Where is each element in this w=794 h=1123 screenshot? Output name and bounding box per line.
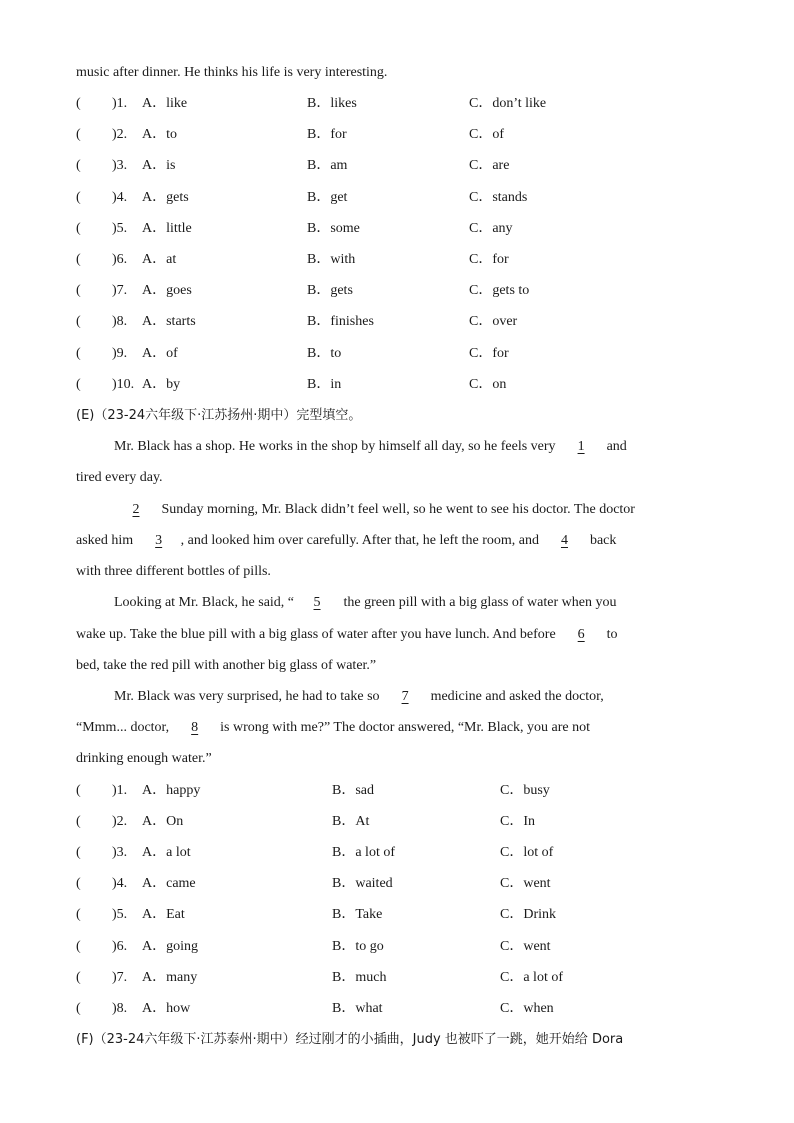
passage-text: , and looked him over carefully. After that, he left the room, and [180,533,539,548]
question-number: )4. [112,876,128,892]
question-number: )9. [112,345,128,361]
option-c: C．Drink [500,907,556,923]
option-b: B．am [307,158,348,174]
passage-p2-line2 [76,531,716,551]
question-number: )6. [112,252,128,267]
option-c: C．are [469,158,510,174]
answer-paren: ( [76,127,81,143]
question-number: )3. [112,845,128,861]
answer-paren: ( [76,189,81,205]
option-a: A．is [142,158,176,174]
question-row [76,812,736,832]
option-b: B．finishes [307,314,374,330]
question-row [76,281,736,301]
question-number: )10. [112,376,135,392]
passage-p4-line3: drinking enough water.” [76,751,212,766]
question-row [76,94,736,114]
answer-paren: ( [76,845,81,861]
answer-paren: ( [76,783,81,798]
option-b: B．waited [332,876,393,892]
answer-paren: ( [76,345,81,361]
question-row [76,968,736,988]
option-b: B．in [307,376,342,392]
option-c: C．for [469,345,509,361]
question-number: )5. [112,220,128,236]
option-a: A．to [142,127,177,143]
answer-paren: ( [76,220,81,236]
option-c: C．busy [500,783,550,798]
passage-p4-line2 [76,718,716,738]
answer-paren: ( [76,814,81,830]
question-row [76,188,736,208]
option-c: C．lot of [500,845,554,861]
option-c: C．of [469,127,504,143]
option-c: C．any [469,220,513,236]
question-row [76,312,736,332]
question-row [76,781,736,801]
answer-paren: ( [76,938,81,954]
option-b: B．likes [307,96,357,111]
blank-8: 8 [191,720,199,735]
option-b: B．much [332,969,387,985]
question-row [76,219,736,239]
passage-text: back [589,533,617,548]
blank-6: 6 [577,627,585,642]
intro-tail-text: music after dinner. He thinks his life is very interesting. [76,65,388,80]
passage-text: is wrong with me?” The doctor answered, “Mr. Black, you are not [220,720,591,735]
option-a: A．at [142,252,177,267]
passage-text: medicine and asked the doctor, [430,689,604,704]
passage-p3-line1 [114,593,716,613]
answer-paren: ( [76,876,81,892]
answer-paren: ( [76,907,81,923]
passage-p1-line2: tired every day. [76,470,163,485]
answer-paren: ( [76,1000,81,1016]
answer-paren: ( [76,158,81,174]
option-b: B．a lot of [332,845,395,861]
answer-paren: ( [76,969,81,985]
passage-text: Looking at Mr. Black, he said, “ [114,595,295,610]
blank-1: 1 [577,439,585,454]
passage-p3-line3: bed, take the red pill with another big glass of water.” [76,658,377,673]
option-a: A．Eat [142,907,185,923]
passage-p2-line3: with three different bottles of pills. [76,564,271,579]
question-row [76,937,736,957]
option-a: A．On [142,814,184,830]
option-c: C．went [500,938,551,954]
passage-p3-line2 [76,625,716,645]
question-number: )8. [112,1000,128,1016]
section-f-heading: (F)（23-24六年级下·江苏泰州·期中）经过刚才的小插曲，Judy 也被吓了一跳，她开始给 Dora [76,1032,624,1047]
passage-text: the green pill with a big glass of water when you [343,595,617,610]
option-a: A．many [142,969,198,985]
passage-text: asked him [76,533,134,548]
passage-text: Mr. Black was very surprised, he had to take so [114,689,380,704]
option-a: A．a lot [142,845,191,861]
section-e-heading: (E)（23-24六年级下·江苏扬州·期中）完型填空。 [76,408,362,423]
option-b: B．At [332,814,370,830]
answer-paren: ( [76,314,81,330]
option-a: A．came [142,876,196,892]
question-row [76,905,736,925]
blank-4: 4 [560,533,568,548]
question-number: )7. [112,283,128,299]
answer-paren: ( [76,283,81,299]
question-row [76,843,736,863]
option-a: A．happy [142,783,201,798]
question-number: )5. [112,907,128,923]
option-b: B．gets [307,283,353,299]
question-row [76,250,736,270]
question-number: )4. [112,189,128,205]
option-c: C．In [500,814,535,830]
option-c: C．for [469,252,509,267]
passage-p2-line1 [114,500,716,520]
passage-text: Sunday morning, Mr. Black didn’t feel well, so he went to see his doctor. The doctor [161,502,635,517]
option-c: C．on [469,376,507,392]
option-a: A．goes [142,283,192,299]
question-number: )1. [112,96,128,111]
option-a: A．by [142,376,181,392]
answer-paren: ( [76,376,81,392]
option-a: A．little [142,220,192,236]
option-a: A．like [142,96,188,111]
question-row [76,375,736,395]
option-c: C．don’t like [469,96,547,111]
option-c: C．stands [469,189,528,205]
question-number: )6. [112,938,128,954]
passage-p4-line1 [114,687,716,707]
passage-text: Mr. Black has a shop. He works in the shop by himself all day, so he feels very [114,439,556,454]
option-b: B．get [307,189,348,205]
passage-text: and [606,439,627,454]
option-b: B．to [307,345,342,361]
option-c: C．gets to [469,283,530,299]
passage-text: “Mmm... doctor, [76,720,170,735]
question-number: )1. [112,783,128,798]
option-c: C．a lot of [500,969,563,985]
blank-3: 3 [155,533,163,548]
blank-2: 2 [132,502,140,517]
option-b: B．some [307,220,360,236]
option-a: A．gets [142,189,189,205]
question-row [76,156,736,176]
option-b: B．with [307,252,356,267]
option-b: B．to go [332,938,384,954]
question-number: )2. [112,814,128,830]
passage-text: to [606,627,618,642]
option-b: B．Take [332,907,383,923]
option-c: C．when [500,1000,554,1016]
blank-5: 5 [313,595,321,610]
option-a: A．starts [142,314,196,330]
question-number: )3. [112,158,128,174]
option-a: A．of [142,345,178,361]
answer-paren: ( [76,96,81,111]
question-row [76,344,736,364]
option-c: C．over [469,314,518,330]
question-row [76,874,736,894]
question-number: )2. [112,127,128,143]
option-b: B．for [307,127,347,143]
question-number: )8. [112,314,128,330]
answer-paren: ( [76,252,81,267]
option-a: A．going [142,938,198,954]
option-c: C．went [500,876,551,892]
option-b: B．what [332,1000,383,1016]
question-row [76,125,736,145]
blank-7: 7 [401,689,409,704]
question-number: )7. [112,969,128,985]
option-a: A．how [142,1000,191,1016]
passage-p1-line1 [114,437,716,457]
option-b: B．sad [332,783,374,798]
question-row [76,999,736,1019]
passage-text: wake up. Take the blue pill with a big glass of water after you have lunch. And before [76,627,556,642]
